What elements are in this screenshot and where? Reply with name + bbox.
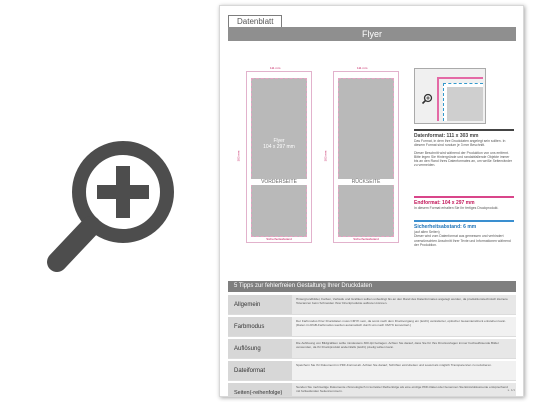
tip-key: Allgemein <box>228 295 292 314</box>
separator <box>414 129 514 131</box>
sicherheit-sub: (auf allen Seiten) <box>414 230 440 234</box>
datasheet-tab: Datenblatt <box>228 15 282 27</box>
page-number: s. 1/1 <box>507 388 515 392</box>
spec-sicherheit <box>414 220 514 247</box>
table-row <box>228 339 516 359</box>
corner-detail <box>414 68 486 124</box>
safety-line <box>338 78 394 237</box>
tip-key: Farbmodus <box>228 317 292 336</box>
front-panel <box>246 71 312 243</box>
panel-caption: Sicherheitsabstand <box>266 237 292 241</box>
tip-key: Auflösung <box>228 339 292 358</box>
spec-endformat <box>414 196 514 210</box>
tip-text: Senden Sie mehrseitige Dokumente chronologisch in korrekter Reihenfolge als eine einzige PDF-Datei oder benennen Sie Einzeldokumente entsprechend mit fortlaufenden Seitennummern. <box>296 385 508 393</box>
tip-key: Seiten(-reihenfolge) <box>228 383 292 397</box>
sicherheit-text: Dieser wird vom Datenformat aus gemessen und verhindert unerwünschten Anschnitt Ihrer Texte und Informationen während der Produktion. <box>414 234 511 247</box>
front-width-dim: 111 mm <box>270 66 281 70</box>
back-panel <box>333 71 399 243</box>
table-row <box>228 317 516 337</box>
separator <box>414 196 514 198</box>
panel-caption: Sicherheitsabstand <box>353 237 379 241</box>
table-row <box>228 361 516 381</box>
small-zoom-icon <box>421 93 433 105</box>
safety-line <box>251 78 307 237</box>
zoom-in-icon[interactable] <box>45 130 195 280</box>
content-area <box>447 87 483 121</box>
tip-text: Der Farbmodus Ihrer Druckdaten muss CMYK sein, da sonst nach dem Druckvorgang ein (leicht) veränderter, optischer Gesamteindruck entstehen kann. (Daten im RGB-Farbmodus werden automatisch durch uns nach CMYK konvertiert.) <box>296 319 507 327</box>
sicherheit-title: Sicherheitsabstand: 6 mm <box>414 224 477 230</box>
datenformat-text-2: Dieser Beschnitt wird während der Produktion von uns entfernt. Bitte legen Sie Hintergründe und randabfallende Objekte immer bis an den Rand Ihres Datenformates an, um weiße Seitenränder zu vermeiden. <box>414 150 513 168</box>
tip-text: Speichern Sie Ihr Dokument im PDF-Format ab. Achten Sie darauf, Schriften einzubetten und soweit als möglich Transparenzen zu reduzieren. <box>296 363 492 367</box>
separator <box>414 220 514 222</box>
table-row <box>228 295 516 315</box>
front-height-dim: 303 mm <box>236 150 241 162</box>
product-title: Flyer <box>228 27 516 41</box>
tip-key: Dateiformat <box>228 361 292 380</box>
tips-title: 5 Tipps zur fehlerfreien Gestaltung Ihrer Druckdaten <box>228 281 516 292</box>
datasheet-page[interactable] <box>219 5 524 397</box>
back-height-dim: 303 mm <box>323 150 328 162</box>
tip-text: Hintergrundbilder, Farben, Verläufe und Grafiken sollten unbedingt bis an den Rand des Datenformates angelegt werden, da produktionstechnisch kleinere Toleranzen beim Schneiden Ihrer Druckprodukte auftreten können. <box>296 297 508 305</box>
back-width-dim: 111 mm <box>357 66 368 70</box>
panel-side-label: RÜCKSEITE <box>336 179 396 185</box>
datenformat-text: Das Format, in dem Ihre Druckdaten angelegt sein sollten. In diesem Format sind rundum je 3 mm Beschnitt. <box>414 139 506 148</box>
tips-table <box>228 295 516 397</box>
endformat-title: Endformat: 104 x 297 mm <box>414 200 475 206</box>
panel-format-label: Flyer 104 x 297 mm <box>263 138 295 150</box>
table-row <box>228 383 516 397</box>
datenformat-title: Datenformat: 111 x 303 mm <box>414 133 479 139</box>
spec-datenformat <box>414 129 514 168</box>
panel-side-label: VORDERSEITE <box>249 179 309 185</box>
tip-text: Die Auflösung von Bildgrafiken sollte mindestens 300 dpi betragen. Achten Sie darauf, dass Sie für Ihre Druckvorlagen immer hochauflösende Bilder verwenden, da Ihr Druckprodukt andernfalls (leicht) pixelig wirken kann. <box>296 341 499 349</box>
endformat-text: In diesem Format erhalten Sie Ihr fertiges Druckprodukt. <box>414 206 499 210</box>
